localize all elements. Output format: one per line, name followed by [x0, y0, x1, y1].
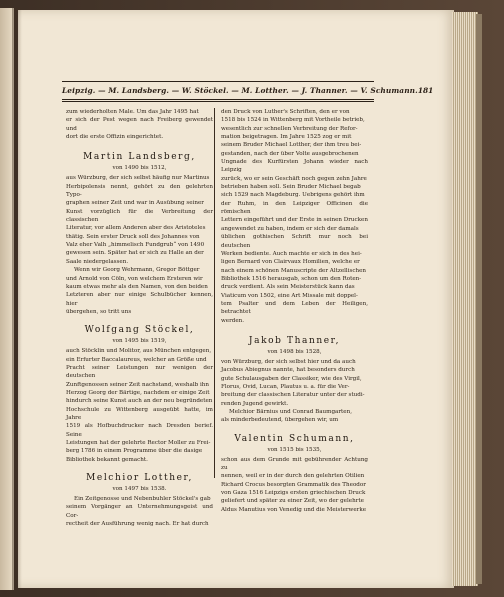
text-line: Werken bediente. Auch machte er sich in des hei-: [221, 250, 362, 257]
running-header: [62, 82, 434, 98]
text-line: kaum etwas mehr als den Namen, von den beiden: [66, 283, 208, 290]
text-line: graphen seiner Zeit und war in Ausübung seiner: [66, 200, 204, 207]
text-line: Ein Zeitgenosse und Nebenbuhler Stöckel's gab: [74, 496, 211, 503]
text-line: 1519 als Hofbuchdrucker nach Dresden berief. Seine: [66, 423, 213, 438]
section-heading: Martin Landsberg,: [83, 152, 196, 163]
text-line: seinem Bruder Michael Lotther, der ihm treu bei-: [221, 142, 362, 149]
text-line: von Gaza 1516 Leipzigs ersten griechischen Druck: [221, 490, 366, 497]
text-line: gestanden, nach der über Volte ausgebrochenen: [221, 150, 359, 157]
header-title: Leipzig. — M. Landsberg. — W. Stöckel. — M. Lotther. — J. Thanner. — V. Schumann.: [62, 85, 418, 95]
text-line: angewendet zu haben, indem er sich der damals: [221, 225, 359, 232]
text-line: nennen, weil er in der durch den gelehrten Otilien: [221, 473, 365, 480]
text-line: Lettern eingeführt und der Erste in seinen Drucken: [221, 217, 368, 224]
section-dates: von 1498 bis 1528,: [267, 348, 322, 355]
text-line: Richard Crocus besorgten Grammatik des Theodor: [221, 481, 366, 488]
section-heading: Valentin Schumann,: [234, 433, 355, 444]
section-dates: von 1495 bis 1519,: [112, 338, 167, 345]
text-line: Valz eher Valh „himmelisch Fundgrub“ von 1490: [66, 242, 205, 249]
header-bottom-rule-2: [62, 101, 374, 102]
text-line: gute Schulausgaben der Classiker, wie des Virgil,: [221, 375, 362, 382]
text-line: mation beigetragen. Im Jahre 1525 zog er mit: [221, 134, 352, 141]
text-line: wesentlich zur schnellen Verbreitung der Refor-: [221, 125, 358, 132]
text-line: Literatur, vor allem Anderen aber des Aristoteles: [66, 225, 206, 232]
text-line: Herzog Georg der Bärtige, nachdem er einige Zeit: [66, 389, 210, 396]
text-line: Kunst vorzüglich für die Verbreitung der classischen: [66, 208, 213, 224]
text-line: Pracht seiner Leistungen nur wenigen der deutschen: [66, 364, 213, 380]
text-line: nach einem schönen Manuscripte der Altzellischen: [221, 267, 367, 274]
text-line: Florus, Ovid, Lucan, Plautus u. a. für die Ver-: [221, 383, 350, 390]
text-line: breitung der classischen Literatur unter der studi-: [221, 392, 365, 399]
text-line: Viaticum von 1502, eine Art Missale mit doppel-: [221, 292, 358, 299]
section-heading: Jakob Thanner,: [248, 335, 341, 346]
text-line: Letzteren aber nur einige Schulbücher kennen, hier: [66, 292, 213, 307]
text-line: Aldus Manutius von Venedig und die Meisterwerke: [221, 506, 367, 513]
text-line: thätig. Sein erster Druck soll des Johannes von: [66, 233, 200, 240]
text-line: zurück, wo er sein Geschäft noch gegen zehn Jahre: [221, 175, 367, 182]
spine-shadow: [12, 8, 22, 590]
text-line: Ungnade des Kurfürsten Johann wieder nach Leipzig: [221, 159, 368, 174]
header-bottom-rule: [62, 99, 374, 100]
text-line: Herbipolensis nennt, gehört zu den gelehrten Typo-: [66, 183, 213, 199]
text-line: Bibliothek 1516 herausgab, schon um den Roten-: [221, 275, 362, 282]
section-dates: von 1515 bis 1535,: [267, 446, 322, 453]
book-cover-edge: [476, 14, 482, 584]
text-line: als minderbedeutend, übergehen wir, um: [221, 417, 339, 424]
text-line: Leistungen hat der gelehrte Rector Moller zu Frei-: [66, 440, 211, 446]
text-line: 1518 bis 1524 in Wittenberg mit Vortheile betrieb,: [221, 117, 365, 124]
text-line: ein Erfurter Baccalaureus, welcher an Größe und: [66, 356, 207, 363]
column-divider: [214, 108, 215, 478]
text-line: sich 1529 nach Magdeburg. Uebrigens gehört ihm: [221, 192, 365, 199]
text-line: übergehen, so tritt uns: [66, 308, 132, 315]
text-line: Bibliothek bekannt gemacht.: [66, 456, 148, 463]
section-dates: von 1497 bis 1538.: [112, 486, 167, 493]
right-column: [221, 108, 368, 514]
text-line: üblichen gothischen Schrift mur noch bei deutschen: [221, 234, 368, 249]
text-line: Melchior Bärnius und Conrad Baumgarten,: [229, 409, 352, 415]
text-line: Jacobus Abiegnus nannte, hat besonders durch: [221, 367, 355, 374]
text-line: der Ruhm, in den Leipziger Officinen die römischen: [221, 200, 368, 216]
page-edges: [452, 12, 478, 586]
text-line: hindurch seine Kunst auch an der neu begründeten: [66, 398, 213, 405]
text-line: von Würzburg, der sich selbst hier und da auch: [221, 358, 356, 365]
left-column: [66, 108, 213, 528]
text-line: aus Würzburg, der sich selbst häufig nur Martinus: [66, 175, 210, 182]
text-line: werden.: [221, 317, 245, 324]
text-line: geliefert und später zu einer Zeit, wo der gelehrte: [221, 498, 364, 505]
text-line: schon aus dem Grunde mit gebührender Achtung zu: [221, 456, 368, 472]
text-line: dort die erste Offizin eingerichtet.: [66, 134, 164, 141]
text-line: ligen Bernard von Clairvaux Homilien, welche er: [221, 259, 360, 266]
text-line: Zunftgenossen seiner Zeit nachstand, weshalb ihn: [66, 381, 209, 388]
text-line: renden Jugend gewirkt.: [221, 400, 289, 407]
text-line: druck verdient. Als sein Meisterstück kann das: [221, 284, 355, 291]
text-line: Hochschule zu Wittenberg ausgeübt hatte, im Jahre: [66, 406, 213, 421]
section-heading: Melchior Lotther,: [86, 473, 193, 484]
text-line: berg 1786 in einem Programme über die dasige: [66, 448, 203, 455]
text-line: und Arnold von Cöln, von welchem Ersteren wir: [66, 275, 203, 282]
page-number: 181: [417, 85, 434, 95]
text-line: seinem Vorgänger an Unternehmungsgeist und Cor-: [66, 504, 213, 519]
section-heading: Wolfgang Stöckel,: [84, 325, 195, 336]
text-line: er sich der Pest wegen nach Freiberg gewendet und: [66, 117, 213, 132]
text-line: rectheit der Ausführung wenig nach. Er hat durch: [66, 521, 209, 528]
text-line: den Druck von Luther's Schriften, den er von: [221, 109, 350, 115]
text-line: tem Psalter und dem Leben der Heiligen, betrachtet: [221, 300, 368, 316]
text-line: zum wiederholten Male. Um das Jahr 1495 hat: [66, 109, 199, 115]
text-line: Wenn wir Georg Wehrmann, Gregor Böttger: [74, 267, 200, 274]
text-line: auch Stöcklin und Molitor, aus München entgegen,: [66, 348, 212, 355]
text-line: betrieben haben soll. Sein Bruder Michael begab: [221, 184, 361, 191]
text-line: gewesen sein. Später hat er sich zu Halle an der: [66, 250, 204, 257]
text-line: Saale niedergelassen.: [66, 258, 129, 265]
section-dates: von 1490 bis 1512,: [112, 165, 167, 172]
